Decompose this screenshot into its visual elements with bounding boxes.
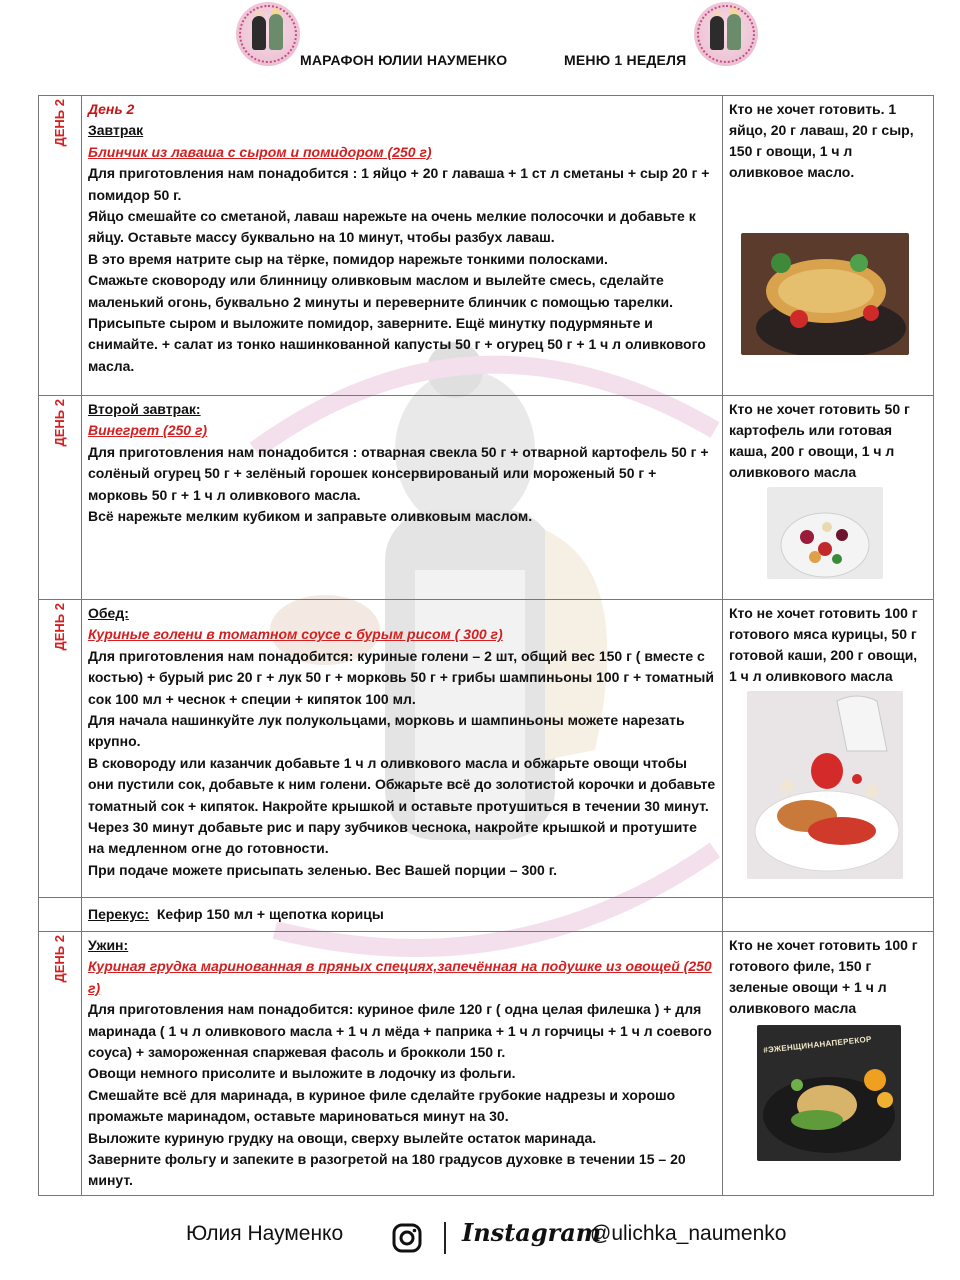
dish-title: Блинчик из лаваша с сыром и помидором (250 г): [88, 143, 432, 160]
recipe-paragraph: Заверните фольгу и запеките в разогретой на 180 градусов духовке в течении 15 – 20 минут.: [88, 1151, 686, 1189]
meal-title: Обед:: [88, 605, 129, 621]
recipe-paragraph: Смажьте сковороду или блинницу оливковым маслом и вылейте смесь, сделайте маленький огонь, буквально 2 минуты и переверните блинчик с помощью тарелки.: [88, 272, 674, 310]
table-row-breakfast: [39, 96, 934, 396]
side-cell: [723, 396, 934, 600]
footer-divider: [444, 1222, 446, 1254]
side-note: Кто не хочет готовить 100 г готового филе, 150 г зеленые овощи + 1 ч л оливкового масла: [729, 937, 918, 1016]
snack-cell: [82, 898, 723, 932]
table-row-lunch: [39, 600, 934, 898]
meal-title: Завтрак: [88, 122, 144, 139]
recipe-paragraph: Всё нарежьте мелким кубиком и заправьте оливковым маслом.: [88, 508, 533, 525]
side-note: Кто не хочет готовить 50 г картофель или готовая каша, 200 г овощи, 1 ч л оливкового масла: [729, 401, 910, 480]
recipe-paragraph: Для приготовления нам понадобится : 1 яйцо + 20 г лаваша + 1 ст л сметаны + сыр 20 г + помидор 50 г.: [88, 165, 710, 203]
day-label: ДЕНЬ 2: [52, 603, 67, 651]
side-cell: [723, 932, 934, 1196]
snack-text: Кефир 150 мл + щепотка корицы: [149, 905, 384, 922]
recipe-paragraph: Через 30 минут добавьте рис и пару зубчиков чеснока, накройте крышкой и протушите на медленном огне до готовности.: [88, 819, 697, 857]
menu-table: [38, 95, 934, 1196]
recipe-cell: [82, 396, 723, 600]
table-row-second-breakfast: [39, 396, 934, 600]
day-cell: [39, 396, 82, 600]
day-cell: [39, 600, 82, 898]
lavash-pancake-photo: [741, 233, 909, 355]
side-cell: [723, 898, 934, 932]
chicken-breast-photo: [757, 1025, 901, 1161]
dish-title: Винегрет (250 г): [88, 422, 208, 439]
recipe-paragraph: Яйцо смешайте со сметаной, лаваш нарежьте на очень мелкие полосочки и добавьте к яйцу. Оставьте массу буквально на 10 минут, чтобы разбух лаваш.: [88, 208, 696, 246]
meal-title: Второй завтрак:: [88, 401, 201, 417]
day-cell: [39, 932, 82, 1196]
recipe-paragraph: В это время натрите сыр на тёрке, помидор нарежьте тонкими полосками.: [88, 250, 608, 267]
side-cell: [723, 600, 934, 898]
snack-label: Перекус:: [88, 905, 150, 922]
table-row-snack: [39, 898, 934, 932]
recipe-paragraph: Присыпьте сыром и выложите помидор, заверните. Ещё минутку подурмяньте и снимайте. + салат из тонко нашинкованной капусты 50 г + огурец 50 г + 1 ч л оливкового масла.: [88, 315, 706, 374]
dish-title: Куриные голени в томатном соусе с бурым рисом ( 300 г): [88, 626, 503, 643]
recipe-paragraph: Для приготовления нам понадобится : отварная свекла 50 г + отварной картофель 50 г + солёный огурец 50 г + зелёный горошек консервированый или мороженый 50 г + морковь 50 г + 1 ч л оливкового масла.: [88, 443, 709, 503]
day-title: День 2: [88, 101, 135, 117]
recipe-paragraph: Для приготовления нам понадобится: куриные голени – 2 шт, общий вес 150 г ( вместе с костью) + бурый рис 20 г + лук 50 г + морковь 50 г + грибы шампиньоны 100 г + томатный сок 100 мл + чеснок + специи + кипяток 100 мл.: [88, 647, 714, 707]
day-cell: [39, 96, 82, 396]
instagram-icon[interactable]: [391, 1222, 423, 1254]
footer-name: Юлия Науменко: [186, 1222, 344, 1245]
chicken-legs-photo: [747, 691, 903, 879]
recipe-cell: [82, 932, 723, 1196]
header-title-right: МЕНЮ 1 НЕДЕЛЯ: [564, 52, 687, 68]
header-title-left: МАРАФОН ЮЛИИ НАУМЕНКО: [300, 52, 508, 68]
recipe-paragraph: Овощи немного присолите и выложите в лодочку из фольги.: [88, 1065, 516, 1082]
logo-left: [236, 2, 300, 66]
instagram-handle[interactable]: @ulichka_naumenko: [590, 1222, 787, 1245]
vinaigrette-photo: [767, 487, 883, 579]
recipe-paragraph: В сковороду или казанчик добавьте 1 ч л оливкового масла и обжарьте овощи чтобы они пустили сок, добавьте к ним голени. Обжарьте всё до золотистой корочки и добавьте томатный сок + кипяток. Накройте крышкой и оставьте протушиться в течении 30 минут.: [88, 754, 716, 814]
photo-sign-text: #ЭЖЕНЩИНАНАПЕРЕКОР: [762, 1034, 873, 1055]
day-label: ДЕНЬ 2: [52, 99, 67, 147]
recipe-cell: [82, 96, 723, 396]
meal-title: Ужин:: [88, 937, 129, 953]
day-label: ДЕНЬ 2: [52, 935, 67, 983]
recipe-paragraph: Смешайте всё для маринада, в куриное филе сделайте грубокие надрезы и хорошо промажьте маринадом, оставьте мариноваться минут на 30.: [88, 1086, 676, 1125]
side-note: Кто не хочет готовить 100 г готового мяса курицы, 50 г готовой каши, 200 г овощи, 1 ч л оливкового масла: [729, 605, 918, 684]
logo-right: [694, 2, 758, 66]
recipe-paragraph: При подаче можете присыпать зеленью. Вес Вашей порции – 300 г.: [88, 861, 558, 878]
dish-title: Куриная грудка маринованная в пряных специях,запечённая на подушке из овощей (250 г): [88, 958, 712, 996]
recipe-paragraph: Для начала нашинкуйте лук полукольцами, морковь и шампиньоны можете нарезать крупно.: [88, 712, 685, 750]
recipe-cell: [82, 600, 723, 898]
side-note: Кто не хочет готовить. 1 яйцо, 20 г лаваш, 20 г сыр, 150 г овощи, 1 ч л оливковое масло.: [729, 101, 914, 180]
side-cell: [723, 96, 934, 396]
recipe-paragraph: Для приготовления нам понадобится: куриное филе 120 г ( одна целая филешка ) + для маринада ( 1 ч л оливкового масла + 1 ч л мёда + паприка + 1 ч л горчицы + 1 ч л соевого соуса) + замороженная спаржевая фасоль и брокколи 150 г.: [88, 1001, 712, 1061]
day-label: ДЕНЬ 2: [52, 399, 67, 447]
table-row-dinner: [39, 932, 934, 1196]
recipe-paragraph: Выложите куриную грудку на овощи, сверху вылейте остаток маринада.: [88, 1129, 597, 1146]
day-cell: [39, 898, 82, 932]
instagram-wordmark: Instagram: [462, 1218, 602, 1247]
